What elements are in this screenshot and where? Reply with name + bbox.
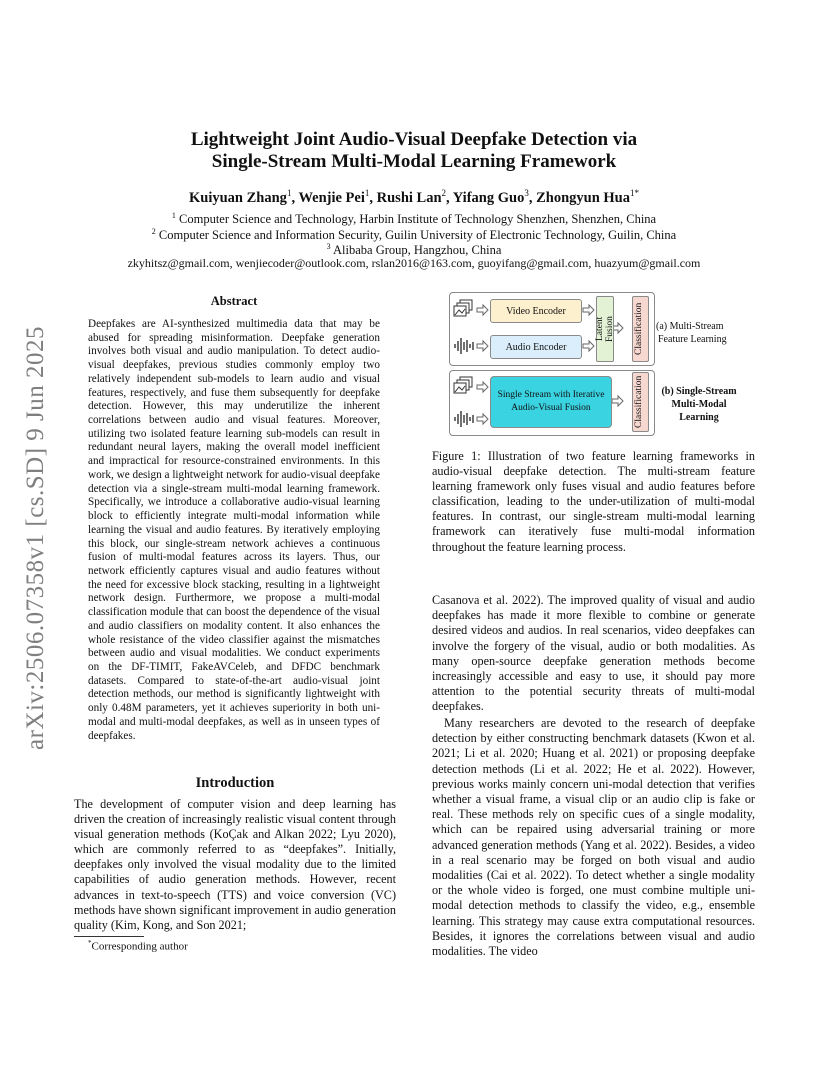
author-sup: 2 (441, 188, 447, 198)
panel-b-label-line-2: Multi-Modal (671, 399, 727, 410)
author: Yifang Guo (452, 189, 525, 206)
introduction-heading: Introduction (195, 775, 275, 791)
panel-a-label-line-1: (a) Multi-Stream (656, 321, 724, 332)
introduction-text: The development of computer vision and deep learning has driven the creation of increasingly realistic visual content through visual generation methods (KoÇak and Alkan 2022; Lyu 2020), which are commonly referred to as “deepfakes”. Initially, deepfakes only involved the visual modality due to the limited capabilities of audio generation methods. However, recent advances in text-to-speech (TTS) and voice conversion (VC) methods have shown significant improvement in audio generation quality (Kim, Kong, and Son 2021; (74, 797, 396, 932)
author-sup: 1 (364, 188, 370, 198)
video-encoder-label: Video Encoder (506, 305, 566, 317)
audio-encoder-label: Audio Encoder (505, 341, 567, 353)
abstract-heading: Abstract (210, 294, 258, 308)
classification-box-b (632, 372, 649, 432)
title-line-1: Lightweight Joint Audio-Visual Deepfake Detection via (190, 129, 638, 150)
panel-b-label-line-3: Learning (679, 412, 719, 423)
latent-fusion-line-1: Latent (595, 316, 605, 342)
latent-fusion-line-2: Fusion (605, 316, 615, 342)
classification-label: Classification (634, 302, 644, 356)
author-sup: 1 (286, 188, 292, 198)
body-paragraph: Casanova et al. 2022). The improved quality of visual and audio deepfakes has made it more flexible to combine or generate desired videos and audios. In real scenarios, video deepfakes can involve the forgery of the visual, audio or both modalities. As many open-source deepfake generation methods become increasingly accessible and easy to use, it should pay more attention to the potential security threats of multi-modal deepfakes. (432, 593, 755, 714)
affiliation-sup: 1 (171, 211, 176, 220)
latent-fusion-label (595, 299, 615, 359)
single-stream-line-1: Single Stream with Iterative (497, 390, 605, 400)
panel-b-label-line-1: (b) Single-Stream (661, 386, 737, 397)
affiliation-sup: 3 (326, 242, 331, 251)
title-line-2: Single-Stream Multi-Modal Learning Framework (211, 151, 617, 172)
author: Kuiyuan Zhang (189, 189, 287, 206)
figure-caption: Figure 1: Illustration of two feature learning frameworks in audio-visual deepfake detection. The multi-stream feature learning framework only fuses visual and audio features before classification, leading to the under-utilization of multi-modal features. In contrast, our single-stream multi-modal learning framework can iteratively fuse multi-modal information throughout the feature learning process. (432, 449, 755, 554)
video-encoder-box (490, 299, 582, 323)
footnote-text: Corresponding author (91, 940, 188, 953)
paper-title (60, 129, 768, 173)
author: Rushi Lan (376, 189, 442, 206)
affiliation-sup: 2 (151, 227, 156, 236)
classification-box-a (632, 296, 649, 362)
latent-fusion-box (596, 296, 614, 362)
footnote-mark: * (88, 939, 92, 947)
affiliation-text: Computer Science and Technology, Harbin Institute of Technology Shenzhen, Shenzhen, China (179, 212, 657, 227)
panel-a-label-line-2: Feature Learning (658, 334, 727, 345)
author-list: Kuiyuan Zhang$^1$, Wenjie Pei$^1$, Rushi Lan$^2$, Yifang Guo$^3$, Zhongyun Hua$^{1*}$ (189, 188, 639, 206)
figure-1 (447, 290, 755, 440)
footnote-rule (74, 936, 144, 937)
single-stream-box (490, 376, 612, 428)
author: Zhongyun Hua (536, 189, 630, 206)
audio-encoder-box (490, 335, 582, 359)
author: Wenjie Pei (298, 189, 365, 206)
author-sup: 1* (629, 188, 639, 198)
affiliation-text: Computer Science and Information Security, Guilin University of Electronic Technology, Guilin, China (158, 228, 677, 243)
single-stream-line-2: Audio-Visual Fusion (511, 403, 591, 413)
body-paragraph: Many researchers are devoted to the research of deepfake detection by either constructing benchmark datasets (Kwon et al. 2021; Li et al. 2020; Huang et al. 2021) or proposing deepfake detection methods (Li et al. 2022; He et al. 2022). However, previous works mainly concern uni-modal detection that verifies whether a visual frame, a visual clip or an audio clip is fake or real. These methods rely on specific cues of a single modality, which can be repaired using adversarial training or more advanced generation methods (Yang et al. 2022). Besides, a video in a real scenario may be forged on both visual and audio modalities (Cai et al. 2022). To detect whether a single modality or the whole video is forged, one must combine multiple uni-modal detection methods to classify the video, e.g., ensemble learning. This strategy may cause extra computational resources. Besides, it ignores the correlations between visual and audio modalities. The video (432, 716, 755, 959)
author-sup: 3 (524, 188, 529, 198)
classification-label: Classification (634, 375, 644, 429)
footnote (88, 939, 388, 953)
author-emails: zkyhitsz@gmail.com, wenjiecoder@outlook.com, rslan2016@163.com, guoyifang@gmail.com, huazyum@gmail.com (127, 256, 701, 270)
panel-b-label (654, 385, 744, 424)
abstract-text: Deepfakes are AI-synthesized multimedia data that may be abused for spreading misinformation. Deepfake generation involves both visual and audio manipulation. To detect audio-visual deepfakes, previous studies commonly employ two relatively independent sub-models to learn audio and visual features, respectively, and fuse them subsequently for deepfake detection. However, this may underutilize the inherent correlations between audio and visual features. Moreover, utilizing two isolated feature learning sub-models can result in redundant neural layers, making the overall model inefficient and impractical for resource-constrained environments. In this work, we design a lightweight network for audio-visual deepfake detection via a single-stream multi-modal learning framework. Specifically, we introduce a collaborative audio-visual learning block to efficiently integrate multi-modal information while learning the visual and audio features. By iteratively employing this block, our single-stream network achieves a continuous fusion of multi-modal features across its layers. Thus, our network efficiently captures visual and audio features without the need for excessive block stacking, resulting in a lightweight network design. Furthermore, we propose a multi-modal classification module that can boost the dependence of the visual and audio classifiers on modality content. It also enhances the whole resistance of the video classifier against the mismatches between audio and visual modalities. We conduct experiments on the DF-TIMIT, FakeAVCeleb, and DFDC benchmark datasets. Compared to state-of-the-art audio-visual joint detection methods, our method is significantly lightweight with only 0.48M parameters, yet it achieves superiority in both uni-modal and multi-modal deepfakes, as well as in unseen types of deepfakes. (88, 318, 380, 742)
panel-a-label (656, 320, 752, 346)
arxiv-stamp: arXiv:2506.07358v1 [cs.SD] 9 Jun 2025 (22, 325, 49, 750)
affiliation-text: Alibaba Group, Hangzhou, China (333, 243, 502, 258)
